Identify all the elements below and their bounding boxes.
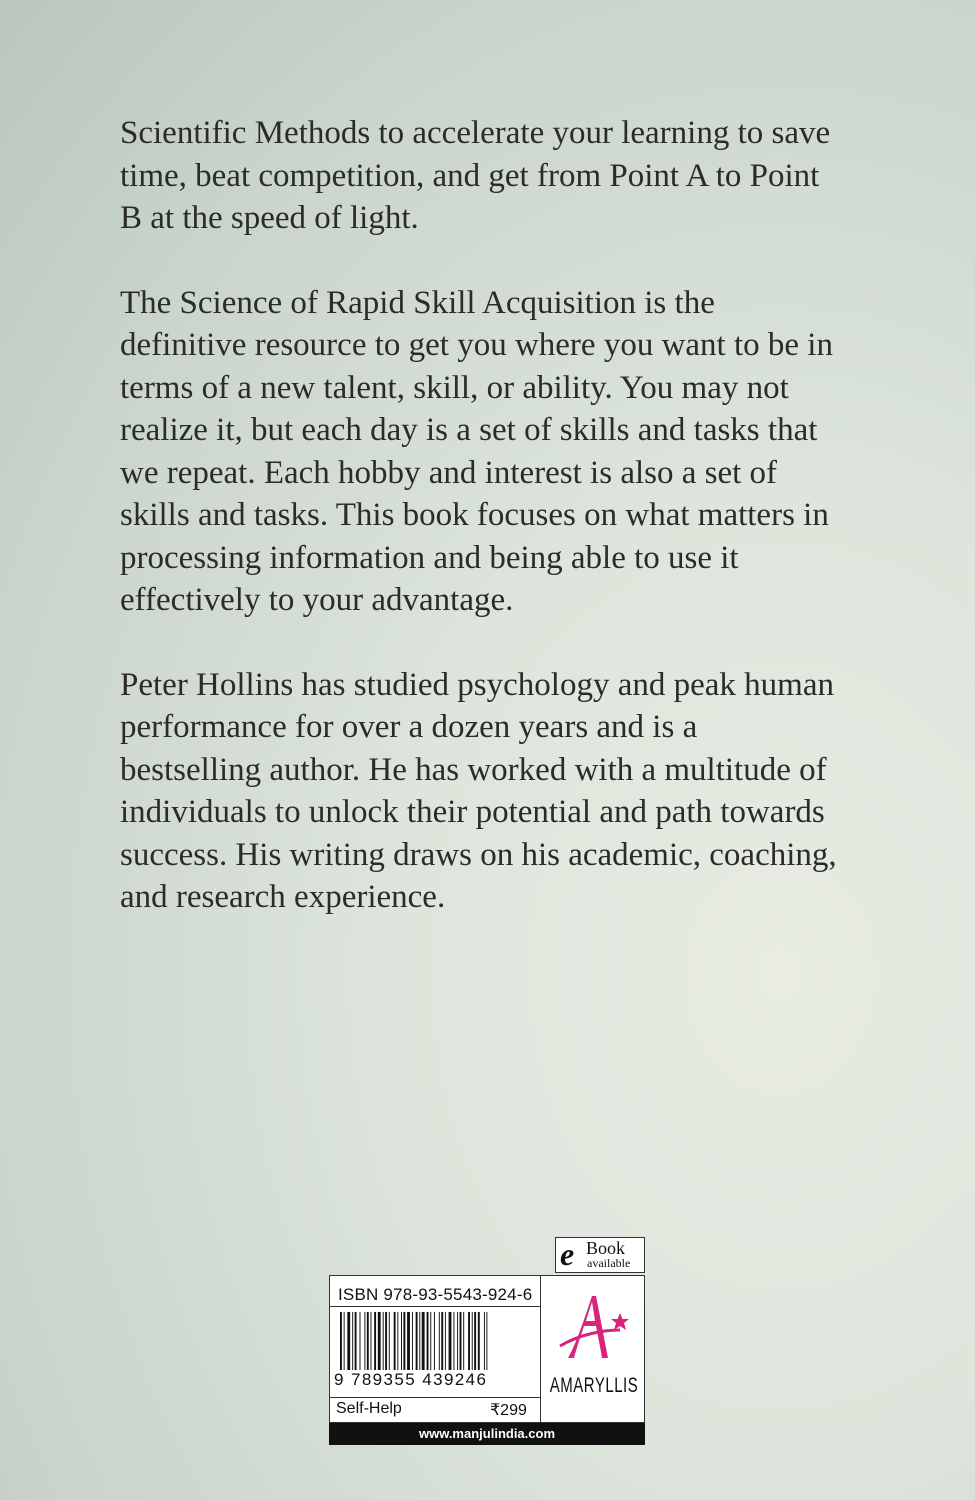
- publisher-name: AMARYLLIS: [549, 1374, 639, 1398]
- barcode-box: [329, 1275, 645, 1423]
- ebook-book-label: Book: [586, 1238, 626, 1258]
- back-cover-blurb: [120, 112, 840, 961]
- blurb-paragraph-3: Peter Hollins has studied psychology and peak human performance for over a dozen years and is a bestselling author. He has worked with a multitude of individuals to unlock their potential and path towards success. His writing draws on his academic, coaching, and research experience.: [120, 666, 837, 915]
- divider: [330, 1397, 540, 1398]
- website-bar: www.manjulindia.com: [329, 1423, 645, 1445]
- isbn-label: ISBN 978-93-5543-924-6: [338, 1285, 533, 1304]
- amaryllis-logo-icon: [550, 1286, 638, 1366]
- blurb-paragraph-1: Scientific Methods to accelerate your learning to save time, beat competition, and get from Point A to Point B at the speed of light.: [120, 115, 831, 236]
- ebook-e-icon: e: [560, 1236, 575, 1272]
- price-label: ₹299: [490, 1402, 527, 1419]
- ebook-available-badge: [555, 1237, 645, 1273]
- divider: [330, 1306, 540, 1307]
- blurb-paragraph-2: The Science of Rapid Skill Acquisition is the definitive resource to get you where you want to be in terms of a new talent, skill, or ability. You may not realize it, but each day is a set of skills and tasks that we repeat. Each hobby and interest is also a set of skills and tasks. This book focuses on what matters in processing information and being able to use it effectively to your advantage.: [120, 284, 833, 618]
- barcode-icon: [340, 1312, 535, 1370]
- genre-label: Self-Help: [336, 1400, 402, 1417]
- barcode-digits: 9 789355 439246: [334, 1370, 488, 1389]
- divider: [540, 1276, 541, 1422]
- ebook-available-label: available: [587, 1256, 631, 1270]
